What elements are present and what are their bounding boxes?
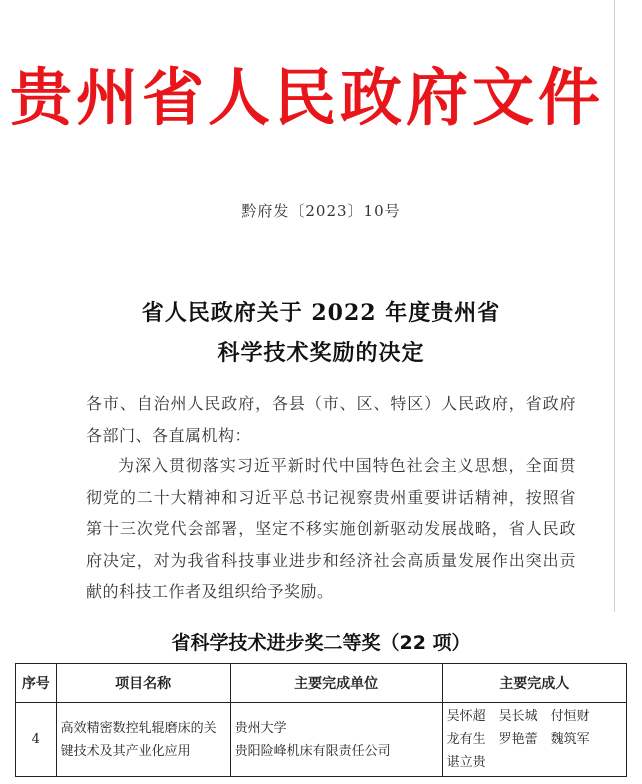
addressees-text: 各市、自治州人民政府，各县（市、区、特区）人民政府，省政府各部门、各直属机构：	[86, 394, 576, 445]
decision-title-line1: 省人民政府关于 2022 年度贵州省	[141, 300, 501, 326]
award-table-title: 省科学技术进步奖二等奖（22 项）	[171, 632, 471, 654]
header-project: 项目名称	[56, 664, 230, 703]
table-row	[16, 703, 627, 777]
decision-title-line2: 科学技术奖励的决定	[217, 340, 425, 366]
header-no: 序号	[16, 664, 57, 703]
unit-line: 贵州大学	[234, 720, 287, 736]
table-header-row	[16, 664, 627, 703]
row-units	[230, 703, 442, 777]
people-line: 谌立贵	[446, 755, 486, 770]
award-table	[15, 663, 627, 777]
header-units: 主要完成单位	[230, 664, 442, 703]
people-line: 吴怀超 吴长城 付恒财	[446, 709, 590, 724]
unit-line: 贵阳险峰机床有限责任公司	[234, 743, 391, 759]
header-people: 主要完成人	[442, 664, 626, 703]
document-header-title: 贵州省人民政府文件	[9, 61, 604, 134]
row-project: 高效精密数控轧辊磨床的关键技术及其产业化应用	[56, 703, 230, 777]
people-line: 龙有生 罗艳蕾 魏筑军	[446, 732, 590, 747]
decision-paragraph: 为深入贯彻落实习近平新时代中国特色社会主义思想，全面贯彻党的二十大精神和习近平总书记视察贵州重要讲话精神，按照省第十三次党代会部署，坚定不移实施创新驱动发展战略，省人民政府决定，对为我省科技事业进步和经济社会高质量发展作出突出贡献的科技工作者及组织给予奖励。	[86, 456, 576, 601]
row-people	[442, 703, 626, 777]
document-number: 黔府发〔2023〕10号	[241, 202, 401, 220]
row-no: 4	[16, 703, 57, 777]
